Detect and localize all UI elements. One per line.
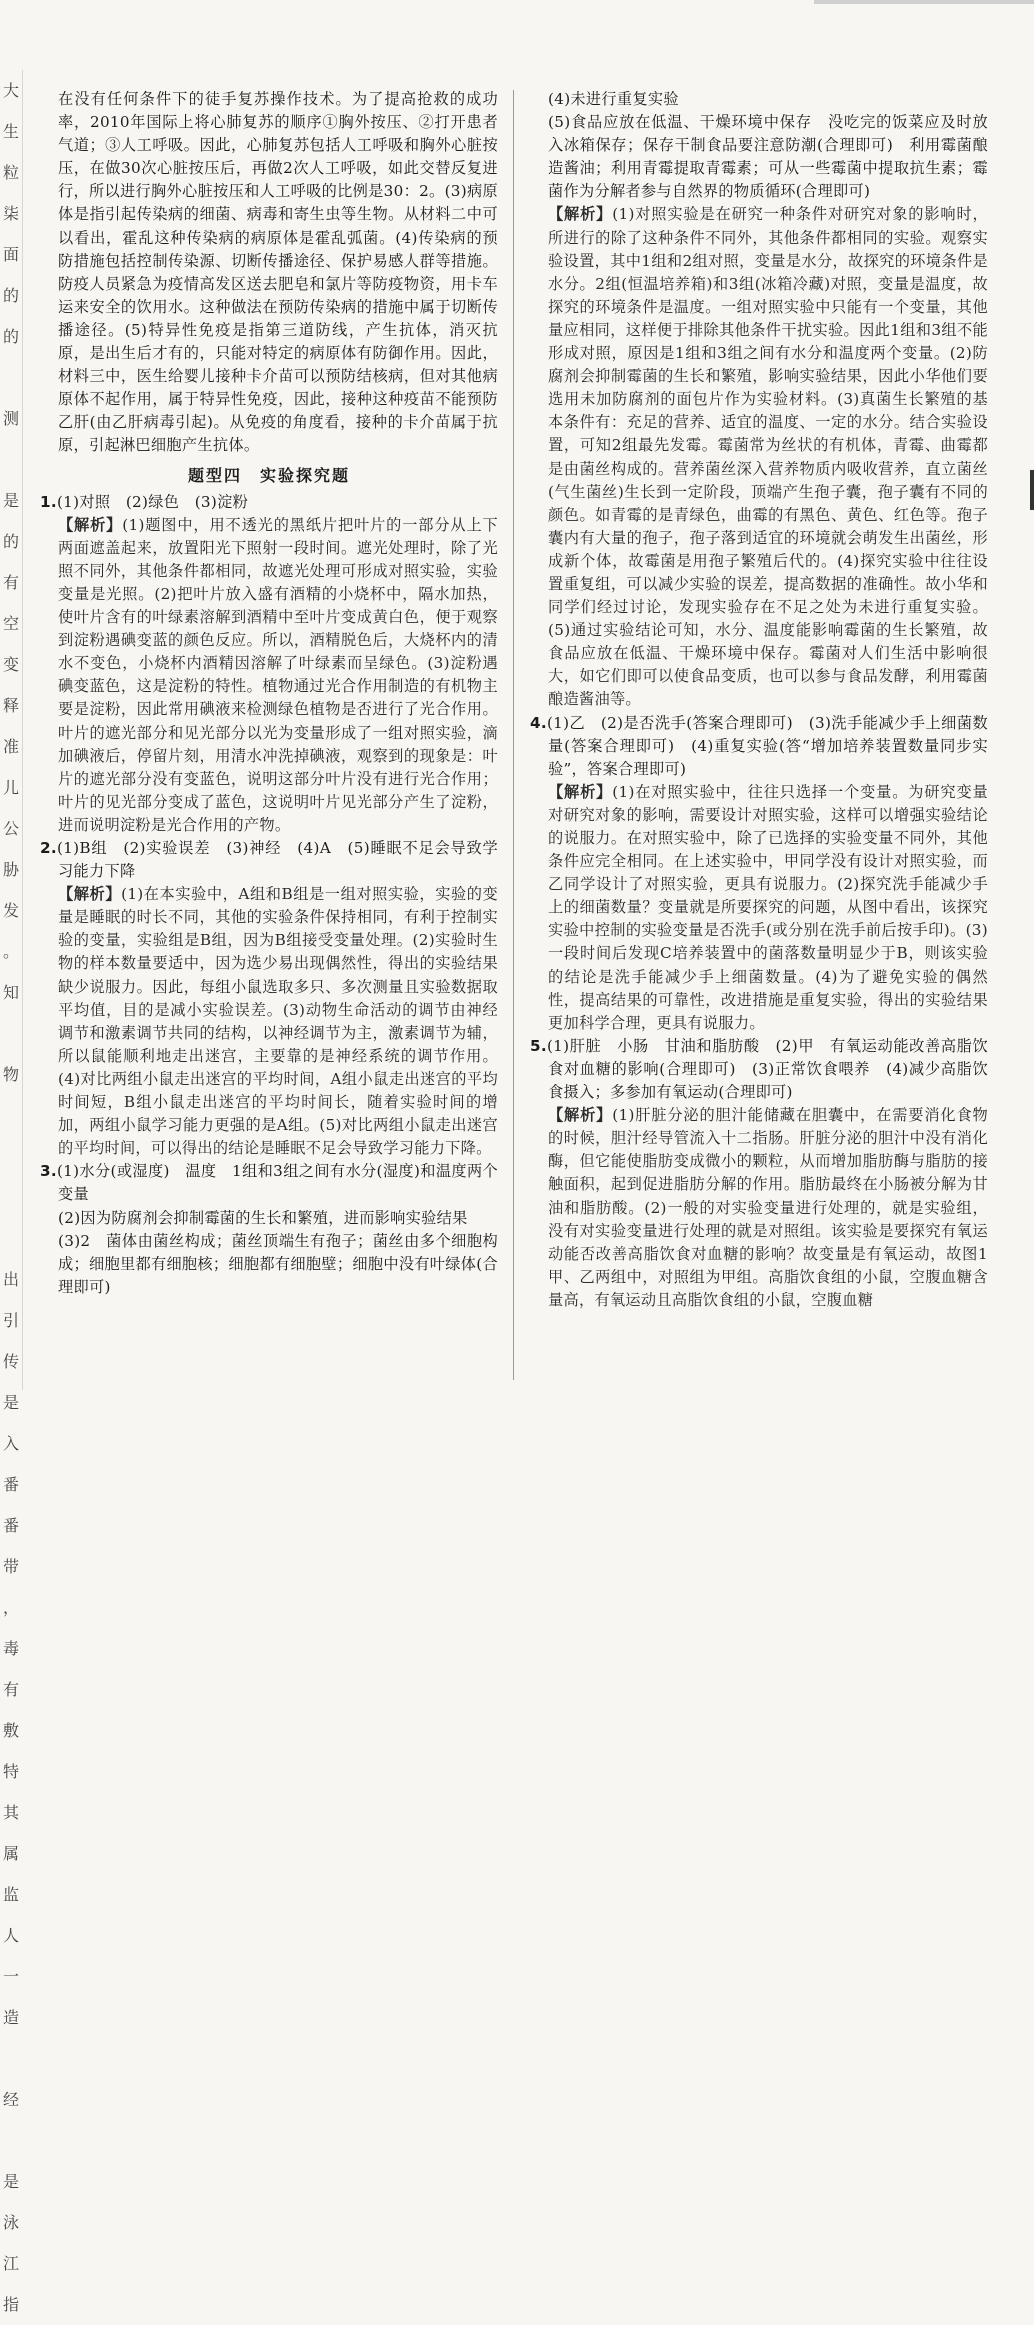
margin-char: 准 bbox=[2, 737, 19, 756]
margin-char: 毒 bbox=[2, 1639, 19, 1658]
margin-char: 是 bbox=[2, 1393, 19, 1412]
q1-analysis-tag: 【解析】 bbox=[58, 515, 123, 534]
q2-answer-text: (1)B组 (2)实验误差 (3)神经 (4)A (5)睡眠不足会导致学习能力下降 bbox=[56, 839, 498, 881]
margin-char: 经 bbox=[2, 2090, 19, 2109]
q4-analysis-text: (1)在对照实验中，往往只选择一个变量。为研究变量对研究对象的影响，需要设计对照实验，这样可以增强实验结论的说服力。在对照实验中，除了已选择的实验变量不同外，其他条件应完全相同。在上述实验中，甲同学没有设计对照实验，而乙同学设计了对照实验，更具有说服力。(2)探究洗手能减少手上的细菌数量？变量就是所要探究的问题，从图中看出，该探究实验中控制的实验变量是否洗手(或分别在洗手前后按手印)。(3)一段时间后发现C培养装置中的菌落数量明显少于B，则该实验的结论是洗手能减少手上细菌数量。(4)为了避免实验的偶然性，提高结果的可靠性，改进措施是重复实验，得出的实验结果更加科学合理，更具有说服力。 bbox=[548, 782, 989, 1032]
paragraph-cpr-answer: 在没有任何条件下的徒手复苏操作技术。为了提高抢救的成功率，2010年国际上将心肺复苏的顺序①胸外按压、②打开患者气道；③人工呼吸。因此，心肺复苏包括人工呼吸和胸外心脏按压，在做30次心脏按压后，再做2次人工呼吸，如此交替反复进行，所以进行胸外心脏按压和人工呼吸的比例是30：2。(3)病原体是指引起传染病的细菌、病毒和寄生虫等生物。从材料二中可以看出，霍乱这种传染病的病原体是霍乱弧菌。(4)传染病的预防措施包括控制传染源、切断传播途径、保护易感人群等措施。防疫人员紧急为疫情高发区送去肥皂和氯片等防疫物资，用卡车运来安全的饮用水。这种做法在预防传染病的措施中属于切断传播途径。(5)特异性免疫是指第三道防线，产生抗体，消灭抗原，是出生后才有的，只能对特定的病原体有防御作用。因此，材料三中，医生给婴儿接种卡介苗可以预防结核病，但对其他病原体不起作用，属于特异性免疫，因此，接种这种疫苗不能预防乙肝(由乙肝病毒引起)。从免疫的角度看，接种的卡介苗属于抗原，引起淋巴细胞产生抗体。 bbox=[58, 90, 498, 455]
margin-char: 儿 bbox=[2, 778, 19, 797]
column-divider bbox=[513, 90, 514, 1380]
margin-char: 入 bbox=[2, 1434, 19, 1453]
q5-number: 5. bbox=[530, 1036, 547, 1055]
margin-char bbox=[0, 2120, 22, 2161]
q3-answer bbox=[40, 1160, 498, 1206]
margin-char: 的 bbox=[2, 327, 19, 346]
margin-char: 变 bbox=[2, 655, 19, 674]
q3-analysis bbox=[530, 203, 988, 711]
margin-char: 监 bbox=[2, 1885, 19, 1904]
q1-answer bbox=[40, 491, 498, 514]
q4-answer-text: (1)乙 (2)是否洗手(答案合理即可) (3)洗手能减少手上细菌数量(答案合理即可) (4)重复实验(答“增加培养装置数量同步实验”，答案合理即可) bbox=[546, 713, 988, 778]
left-margin-cutoff-text bbox=[0, 70, 23, 2314]
margin-char: 江 bbox=[2, 2254, 19, 2273]
margin-char: 粒 bbox=[2, 163, 19, 182]
margin-char: 一 bbox=[2, 1967, 19, 1986]
q3-answer-5: (5)食品应放在低温、干燥环境中保存 没吃完的饭菜应及时放入冰箱保存；保存干制食品要注意防潮(合理即可) 利用霉菌酿造酱油；利用青霉提取青霉素；可从一些霉菌中提取抗生素；霉菌作为分解者参与自然界的物质循环(合理即可) bbox=[548, 113, 988, 201]
margin-char: 传 bbox=[2, 1352, 19, 1371]
margin-char: 释 bbox=[2, 696, 19, 715]
margin-char: 人 bbox=[2, 1926, 19, 1945]
q5-answer-text: (1)肝脏 小肠 甘油和脂肪酸 (2)甲 有氧运动能改善高脂饮食对血糖的影响(合理即可) (3)正常饮食喂养 (4)减少高脂饮食摄入；多参加有氧运动(合理即可) bbox=[546, 1036, 988, 1102]
q1-answer-text: (1)对照 (2)绿色 (3)淀粉 bbox=[56, 492, 249, 511]
margin-char: 番 bbox=[2, 1516, 19, 1535]
q3-answer-4: (4)未进行重复实验 bbox=[548, 90, 679, 108]
left-column bbox=[40, 88, 498, 1299]
margin-char: 属 bbox=[2, 1844, 19, 1863]
q1-number: 1. bbox=[40, 492, 57, 511]
margin-char: 造 bbox=[2, 2008, 19, 2027]
margin-char: 出 bbox=[2, 1270, 19, 1289]
margin-char: 测 bbox=[2, 409, 19, 428]
margin-char: 知 bbox=[2, 983, 19, 1002]
margin-char: 有 bbox=[2, 1680, 19, 1699]
margin-char: 番 bbox=[2, 1475, 19, 1494]
q4-answer bbox=[530, 712, 988, 781]
q4-analysis-tag: 【解析】 bbox=[548, 782, 613, 801]
q2-analysis bbox=[40, 883, 498, 1160]
q4-analysis bbox=[530, 781, 988, 1035]
margin-char bbox=[0, 1218, 22, 1259]
margin-char bbox=[0, 357, 22, 398]
margin-char: 物 bbox=[2, 1065, 19, 1084]
margin-char: 特 bbox=[2, 1762, 19, 1781]
margin-char: 生 bbox=[2, 122, 19, 141]
q2-answer bbox=[40, 837, 498, 883]
q5-analysis bbox=[530, 1104, 988, 1312]
margin-char: 带 bbox=[2, 1557, 19, 1576]
margin-char bbox=[0, 1136, 22, 1177]
right-edge-mark bbox=[1030, 470, 1034, 510]
margin-char: 其 bbox=[2, 1803, 19, 1822]
q3-answer-3: (3)2 菌体由菌丝构成；菌丝顶端生有孢子；菌丝由多个细胞构成；细胞里都有细胞核；细胞都有细胞壁；细胞中没有叶绿体(合理即可) bbox=[58, 1231, 498, 1296]
margin-char: 引 bbox=[2, 1311, 19, 1330]
margin-char: 敷 bbox=[2, 1721, 19, 1740]
q5-analysis-text: (1)肝脏分泌的胆汁能储藏在胆囊中，在需要消化食物的时候，胆汁经导管流入十二指肠。肝脏分泌的胆汁中没有消化酶，但它能使脂肪变成微小的颗粒，从而增加脂肪酶与脂肪的接触面积，起到促进脂肪分解的作用。脂肪最终在小肠被分解为甘油和脂肪酸。(2)一般的对实验变量进行处理的，就是实验组，没有对实验变量进行处理的就是对照组。该实验是要探究有氧运动能否改善高脂饮食对血糖的影响？故变量是有氧运动，故图1甲、乙两组中，对照组为甲组。高脂饮食组的小鼠，空腹血糖含量高，有氧运动且高脂饮食组的小鼠，空腹血糖 bbox=[548, 1106, 989, 1309]
margin-char: 大 bbox=[2, 81, 19, 100]
q4-number: 4. bbox=[530, 713, 547, 732]
q2-analysis-tag: 【解析】 bbox=[58, 885, 122, 904]
margin-char: 胁 bbox=[2, 860, 19, 879]
margin-char bbox=[0, 439, 22, 480]
q1-analysis-text: (1)题图中，用不透光的黑纸片把叶片的一部分从上下两面遮盖起来，放置阳光下照射一段时间。遮光处理时，除了光照不同外，其他条件都相同，故遮光处理可形成对照实验，实验变量是光照。(2)把叶片放入盛有酒精的小烧杯中，隔水加热，使叶片含有的叶绿素溶解到酒精中至叶片变成黄白色，便于观察到淀粉遇碘变蓝的颜色反应。所以，酒精脱色后，大烧杯内的清水不变色，小烧杯内酒精因溶解了叶绿素而呈绿色。(3)淀粉遇碘变蓝色，这是淀粉的特性。植物通过光合作用制造的有机物主要是淀粉，因此常用碘液来检测绿色植物是否进行了光合作用。叶片的遮光部分和见光部分以光为变量形成了一组对照实验，滴加碘液后，停留片刻，用清水冲洗掉碘液，观察到的现象是：叶片的遮光部分没有变蓝色，说明这部分叶片没有进行光合作用；叶片的见光部分变成了蓝色，这说明叶片见光部分产生了淀粉，进而说明淀粉是光合作用的产物。 bbox=[58, 515, 499, 834]
margin-char: 面 bbox=[2, 245, 19, 264]
margin-char: 空 bbox=[2, 614, 19, 633]
margin-char: ， bbox=[2, 1598, 19, 1617]
q3-analysis-tag: 【解析】 bbox=[548, 205, 613, 224]
q2-number: 2. bbox=[40, 839, 57, 857]
q2-analysis-text: (1)在本实验中，A组和B组是一组对照实验，实验的变量是睡眠的时长不同，其他的实验条件保持相同，有利于控制实验的变量，实验组是B组，因为B组接受变量处理。(2)实验时生物的样本数量要适中，因为选少易出现偶然性，得出的实验结果缺少说服力。因此，每组小鼠选取多只、多次测量且实验数据取平均值，目的是减小实验误差。(3)动物生命活动的调节由神经调节和激素调节共同的结构，以神经调节为主，激素调节为辅，所以鼠能顺利地走出迷宫，主要靠的是神经系统的调节作用。(4)对比两组小鼠走出迷宫的平均时间，A组小鼠走出迷宫的平均时间短，B组小鼠走出迷宫的平均时间长，随着实验时间的增加，两组小鼠学习能力更强的是A组。(5)对比两组小鼠走出迷宫的平均时间，可以得出的结论是睡眠不足会导致学习能力下降。 bbox=[58, 885, 498, 1158]
margin-char: 指 bbox=[2, 2295, 19, 2314]
q3-answer-text-1: (1)水分(或湿度) 温度 1组和3组之间有水分(湿度)和温度两个变量 bbox=[56, 1162, 498, 1204]
margin-char: 。 bbox=[2, 942, 19, 961]
q3-analysis-text: (1)对照实验是在研究一种条件对研究对象的影响时，所进行的除了这种条件不同外，其他条件都相同的实验。观察实验设置，其中1组和2组对照，变量是水分，故探究的环境条件是水分。2组(恒温培养箱)和3组(冰箱冷藏)对照，变量是温度，故探究的环境条件是温度。一组对照实验中只能有一个变量，其他量应相同，这样便于排除其他条件干扰实验。因此1组和3组不能形成对照，原因是1组和3组之间有水分和温度两个变量。(2)防腐剂会抑制霉菌的生长和繁殖，影响实验结果，因此小华他们要选用未加防腐剂的面包片作为实验材料。(3)真菌生长繁殖的基本条件有：充足的营养、适宜的温度、一定的水分。结合实验设置，可知2组最先发霉。霉菌常为丝状的有机体，青霉、曲霉都是由菌丝构成的。营养菌丝深入营养物质内吸收营养，直立菌丝(气生菌丝)生长到一定阶段，顶端产生孢子囊，孢子囊有不同的颜色。如青霉的是青绿色，曲霉的有黑色、黄色、红色等。孢子囊内有大量的孢子，孢子落到适宜的环境就会萌发生出菌丝，形成新个体，故霉菌是用孢子繁殖后代的。(4)探究实验中往往设置重复组，可以减少实验的误差，提高数据的准确性。故小华和同学们经过讨论，发现实验存在不足之处为未进行重复实验。(5)通过实验结论可知，水分、温度能影响霉菌的生长繁殖，故食品应放在低温、干燥环境中保存。霉菌对人们生活中影响很大，如它们即可以使食品变质，也可以参与食品发酵，利用霉菌酿造酱油等。 bbox=[548, 205, 989, 709]
margin-char: 是 bbox=[2, 2172, 19, 2191]
q3-number: 3. bbox=[40, 1162, 57, 1181]
q1-analysis bbox=[40, 514, 498, 837]
right-column bbox=[530, 88, 988, 1312]
margin-char: 泳 bbox=[2, 2213, 19, 2232]
margin-char bbox=[0, 1095, 22, 1136]
margin-char: 柒 bbox=[2, 204, 19, 223]
margin-char bbox=[0, 1013, 22, 1054]
top-scan-line bbox=[814, 0, 1034, 4]
q3-answer-2: (2)因为防腐剂会抑制霉菌的生长和繁殖，进而影响实验结果 bbox=[58, 1208, 468, 1227]
margin-char bbox=[0, 2038, 22, 2079]
margin-char: 发 bbox=[2, 901, 19, 920]
section-title: 题型四 实验探究题 bbox=[187, 465, 350, 485]
margin-char: 的 bbox=[2, 286, 19, 305]
margin-char: 是 bbox=[2, 491, 19, 510]
margin-char: 公 bbox=[2, 819, 19, 838]
margin-char: 的 bbox=[2, 532, 19, 551]
margin-char bbox=[0, 1177, 22, 1218]
q5-answer bbox=[530, 1035, 988, 1104]
margin-char: 有 bbox=[2, 573, 19, 592]
q5-analysis-tag: 【解析】 bbox=[548, 1106, 613, 1125]
